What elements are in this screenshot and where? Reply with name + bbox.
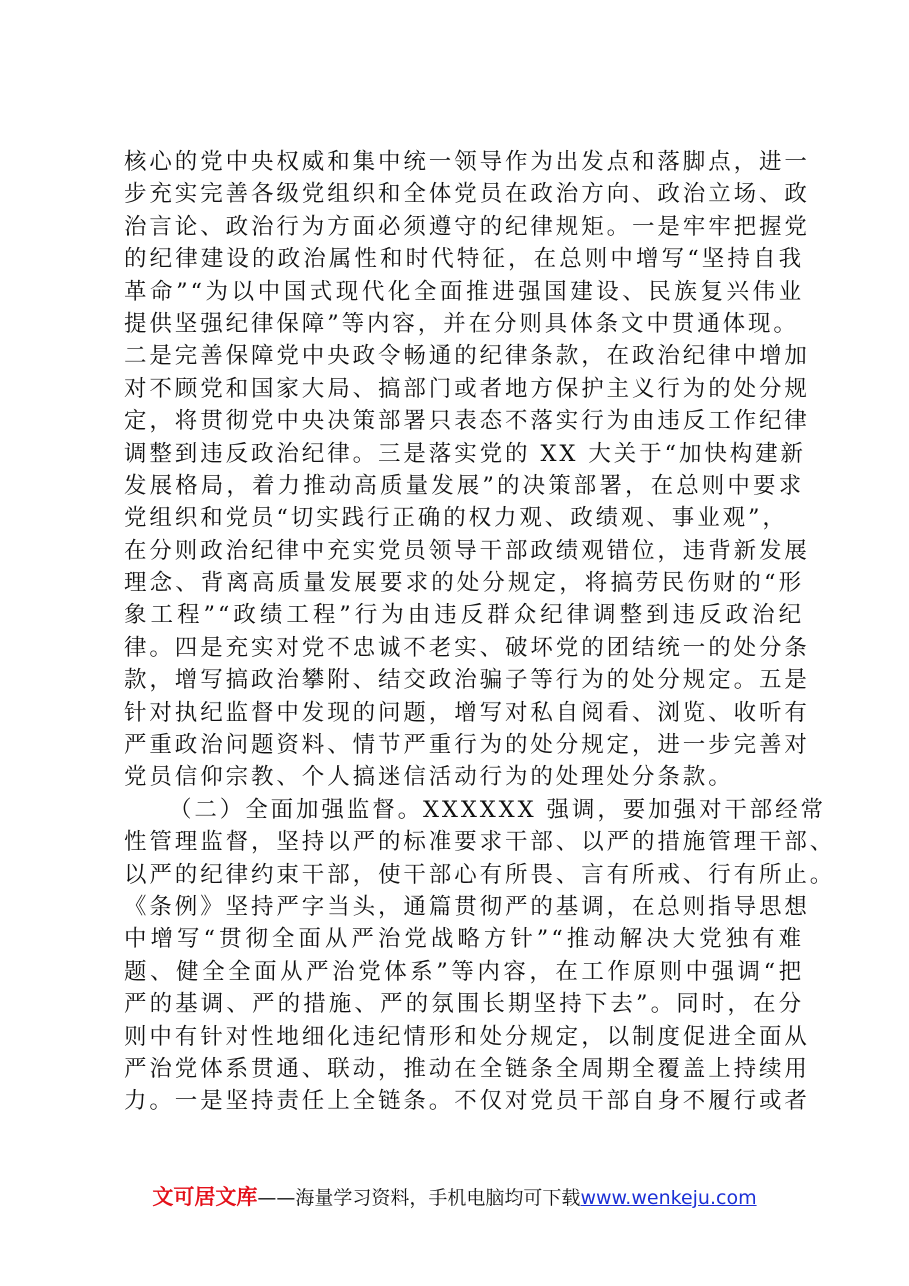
text-line: 款，增写搞政治攀附、结交政治骗子等行为的处分规定。五是 — [124, 667, 810, 694]
text-line: 步充实完善各级党组织和全体党员在政治方向、政治立场、政 — [124, 181, 810, 208]
section-heading-line: （二）全面加强监督。XXXXXX 强调，要加强对干部经常 — [169, 796, 826, 823]
text-line: 定，将贯彻党中央决策部署只表态不落实行为由违反工作纪律 — [124, 408, 810, 435]
text-line: 发展格局，着力推动高质量发展”的决策部署，在总则中要求 — [124, 472, 804, 499]
text-line: 《条例》坚持严字当头，通篇贯彻严的基调，在总则指导思想 — [124, 893, 810, 920]
page-footer — [0, 1180, 909, 1214]
text-line: 象工程”“政绩工程”行为由违反群众纪律调整到违反政治纪 — [124, 602, 804, 629]
text-line: 革命”“为以中国式现代化全面推进强国建设、民族复兴伟业 — [124, 278, 804, 305]
text-line: 力。一是坚持责任上全链条。不仅对党员干部自身不履行或者 — [124, 1088, 810, 1115]
footer-slogan: ——海量学习资料，手机电脑均可下载 — [257, 1187, 581, 1209]
text-line: 在分则政治纪律中充实党员领导干部政绩观错位，违背新发展 — [124, 537, 810, 564]
text-line: 严的基调、严的措施、严的氛围长期坚持下去”。同时，在分 — [124, 991, 804, 1018]
text-line: 则中有针对性地细化违纪情形和处分规定，以制度促进全面从 — [124, 1023, 810, 1050]
text-line: 理念、背离高质量发展要求的处分规定，将搞劳民伤财的“形 — [124, 570, 804, 597]
text-line: 对不顾党和国家大局、搞部门或者地方保护主义行为的处分规 — [124, 375, 810, 402]
text-line: 党员信仰宗教、个人搞迷信活动行为的处理处分条款。 — [124, 764, 734, 791]
document-body — [124, 146, 836, 1118]
text-line: 中增写“贯彻全面从严治党战略方针”“推动解决大党独有难 — [124, 926, 804, 953]
footer-brand: 文可居文库 — [152, 1185, 258, 1209]
text-line: 提供坚强纪律保障”等内容，并在分则具体条文中贯通体现。 — [124, 310, 799, 337]
text-line: 性管理监督，坚持以严的标准要求干部、以严的措施管理干部、 — [124, 829, 836, 856]
text-line: 律。四是充实对党不忠诚不老实、破坏党的团结统一的处分条 — [124, 634, 810, 661]
text-line: 题、健全全面从严治党体系”等内容，在工作原则中强调“把 — [124, 958, 804, 985]
text-line: 的纪律建设的政治属性和时代特征，在总则中增写“坚持自我 — [124, 246, 804, 273]
text-line: 核心的党中央权威和集中统一领导作为出发点和落脚点，进一 — [124, 149, 810, 175]
text-line: 党组织和党员“切实践行正确的权力观、政绩观、事业观”， — [124, 505, 788, 532]
text-line: 二是完善保障党中央政令畅通的纪律条款，在政治纪律中增加 — [124, 343, 810, 370]
text-line: 针对执纪监督中发现的问题，增写对私自阅看、浏览、收听有 — [124, 699, 810, 726]
footer-site-link[interactable]: www.wenkeju.com — [580, 1187, 757, 1209]
text-line: 严重政治问题资料、情节严重行为的处分规定，进一步完善对 — [124, 732, 810, 759]
text-line: 以严的纪律约束干部，使干部心有所畏、言有所戒、行有所止。 — [124, 861, 836, 888]
text-line: 严治党体系贯通、联动，推动在全链条全周期全覆盖上持续用 — [124, 1055, 810, 1082]
text-line: 治言论、政治行为方面必须遵守的纪律规矩。一是牢牢把握党 — [124, 213, 810, 240]
text-line: 调整到违反政治纪律。三是落实党的 XX 大关于“加快构建新 — [124, 440, 806, 467]
